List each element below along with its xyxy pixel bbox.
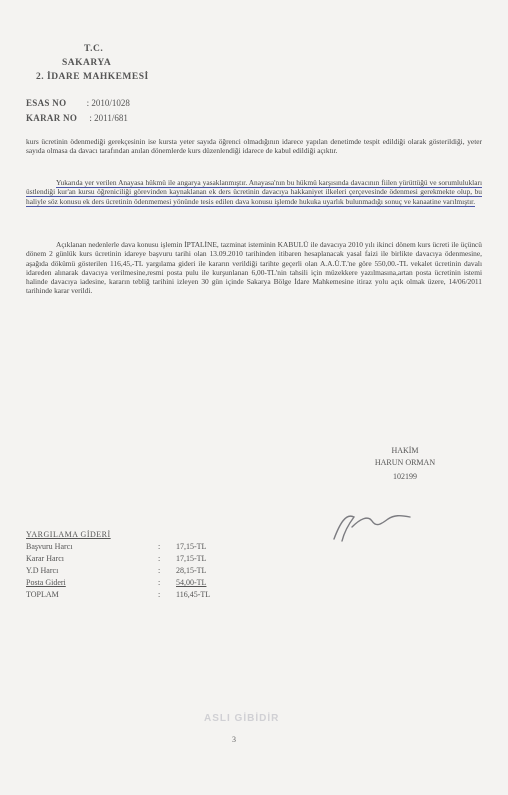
watermark-stamp: ASLI GİBİDİR xyxy=(204,713,280,724)
paragraph-1 xyxy=(26,137,482,156)
karar-no xyxy=(26,113,128,123)
cost-sep: : xyxy=(158,578,161,587)
cost-row-karar xyxy=(26,554,236,566)
header-tc: T.C. xyxy=(84,44,104,54)
cost-label: Başvuru Harcı xyxy=(26,542,73,551)
paragraph-2 xyxy=(26,178,482,206)
cost-sep: : xyxy=(158,542,161,551)
header-city: SAKARYA xyxy=(62,58,112,68)
cost-row-yd xyxy=(26,566,236,578)
cost-row-toplam xyxy=(26,590,236,602)
cost-amount: 28,15-TL xyxy=(176,566,207,575)
cost-amount: 17,15-TL xyxy=(176,542,207,551)
esas-value: : 2010/1028 xyxy=(86,98,130,108)
cost-row-posta xyxy=(26,578,236,590)
cost-table xyxy=(26,530,236,602)
cost-amount: 54,00-TL xyxy=(176,578,207,587)
cost-table-title: YARGILAMA GİDERİ xyxy=(26,530,111,539)
cost-amount: 17,15-TL xyxy=(176,554,207,563)
judge-title: HAKİM xyxy=(391,446,419,455)
cost-row-basvuru xyxy=(26,542,236,554)
paragraph-1-text: kurs ücretinin ödenmediği gerekçesinin ise kursta yeter sayıda öğrenci olmadığının idarece yapılan denetimde tespit edildiği olarak gösterildiği, yeter sayıda olmasa da davacı tarafından anılan dönemlerde kurs düzenlendiği idarece de kabul edildiği açıktır. xyxy=(26,137,482,156)
cost-sep: : xyxy=(158,566,161,575)
judge-name: HARUN ORMAN xyxy=(374,458,436,467)
cost-label: Y.D Harcı xyxy=(26,566,59,575)
handwritten-signature xyxy=(330,505,420,545)
esas-label: ESAS NO xyxy=(26,98,67,108)
karar-value: : 2011/681 xyxy=(89,113,128,123)
cost-sep: : xyxy=(158,554,161,563)
paragraph-3 xyxy=(26,240,482,296)
cost-label: Karar Harcı xyxy=(26,554,64,563)
esas-no xyxy=(26,98,130,108)
header-court: 2. İDARE MAHKEMESİ xyxy=(36,72,149,82)
cost-amount: 116,45-TL xyxy=(176,590,211,599)
cost-label: TOPLAM xyxy=(26,590,59,599)
karar-label: KARAR NO xyxy=(26,113,78,123)
paragraph-2-text: Yukarıda yer verilen Anayasa hükmü ile angarya yasaklanmıştır. Anayasa'nın bu hükmü karşısında davacının fiilen yürüttüğü ve sorumlulukları üstlendiği kur'an kursu öğreniciliği görevinden kaynaklanan ek ders ücretinin davacıya hakkaniyet ilkeleri çerçevesinde ödenmesi gerekmekte olup, bu haliyle söz konusu ek ders ücretinin ödenmemesi yönünde tesis edilen dava konusu işlemde hukuka uyarlık bulunmadığı sonuç ve kanaatine varılmıştır. xyxy=(26,178,482,206)
cost-label: Posta Gideri xyxy=(26,578,66,587)
judge-id: 102199 xyxy=(393,472,417,481)
page-number: 3 xyxy=(232,735,236,744)
cost-sep: : xyxy=(158,590,161,599)
paragraph-3-text: Açıklanan nedenlerle dava konusu işlemin İPTALİNE, tazminat isteminin KABULÜ ile davacıya 2010 yılı ikinci dönem kurs ücreti ile üçüncü dönem 2 günlük kurs ücretinin idareye başvuru tarihi olan 13.09.2010 tarihinden itibaren hesaplanacak yasal faizi ile birlikte davacıya ödenmesine, aşağıda dökümü gösterilen 116,45,-TL yargılama gideri ile kararın verildiği tarihte geçerli olan A.A.Ü.T.'ne göre 550,00.-TL vekalet ücretinin davalı idareden alınarak davacıya verilmesine,resmi posta pulu ile kurşunlanan 6,00-TL'nin tahsili için müzekkere yazılmasına,artan posta ücretinin istemi halinde davacıya iadesine, kararın tebliğ tarihini izleyen 30 gün içinde Sakarya Bölge İdare Mahkemesine itiraz yolu açık olmak üzere, 14/06/2011 tarihinde karar verildi. xyxy=(26,240,482,296)
